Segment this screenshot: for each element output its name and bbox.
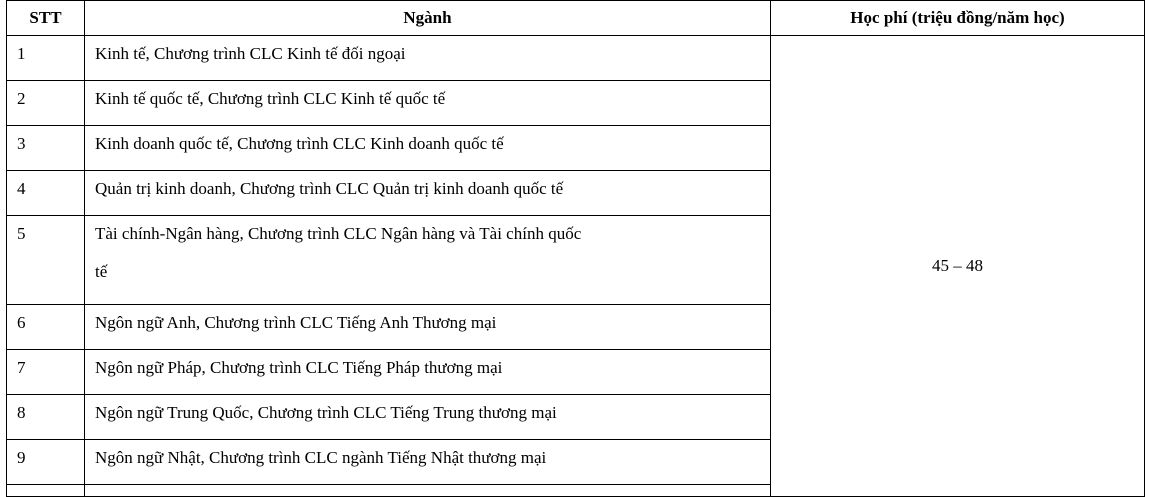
row-stt: 1 [7, 36, 85, 81]
row-nganh: Kinh tế, Chương trình CLC Kinh tế đối ngoại [85, 36, 771, 81]
row-nganh: Ngôn ngữ Pháp, Chương trình CLC Tiếng Pháp thương mại [85, 350, 771, 395]
row-nganh: Ngôn ngữ Nhật, Chương trình CLC ngành Tiếng Nhật thương mại [85, 440, 771, 485]
table-row [7, 36, 1145, 81]
row-stt: 4 [7, 171, 85, 216]
row-stt: 8 [7, 395, 85, 440]
header-fee: Học phí (triệu đồng/năm học) [771, 1, 1145, 36]
header-nganh: Ngành [85, 1, 771, 36]
header-row [7, 1, 1145, 36]
tuition-table [6, 0, 1145, 497]
row-nganh: Ngôn ngữ Trung Quốc, Chương trình CLC Tiếng Trung thương mại [85, 395, 771, 440]
row-nganh: Ngôn ngữ Anh, Chương trình CLC Tiếng Anh Thương mại [85, 305, 771, 350]
row-nganh: Kinh tế quốc tế, Chương trình CLC Kinh tế quốc tế [85, 81, 771, 126]
row-stt: 7 [7, 350, 85, 395]
row-stt: 5 [7, 216, 85, 305]
row-stt: 3 [7, 126, 85, 171]
row-stt: 6 [7, 305, 85, 350]
row-nganh-partial [85, 485, 771, 497]
row-nganh: Tài chính-Ngân hàng, Chương trình CLC Ngân hàng và Tài chính quốc tế [85, 216, 771, 305]
row-nganh: Kinh doanh quốc tế, Chương trình CLC Kinh doanh quốc tế [85, 126, 771, 171]
row-nganh: Quản trị kinh doanh, Chương trình CLC Quản trị kinh doanh quốc tế [85, 171, 771, 216]
row-stt-partial [7, 485, 85, 497]
row-stt: 9 [7, 440, 85, 485]
header-stt: STT [7, 1, 85, 36]
row-stt: 2 [7, 81, 85, 126]
fee-cell: 45 – 48 [771, 36, 1145, 497]
